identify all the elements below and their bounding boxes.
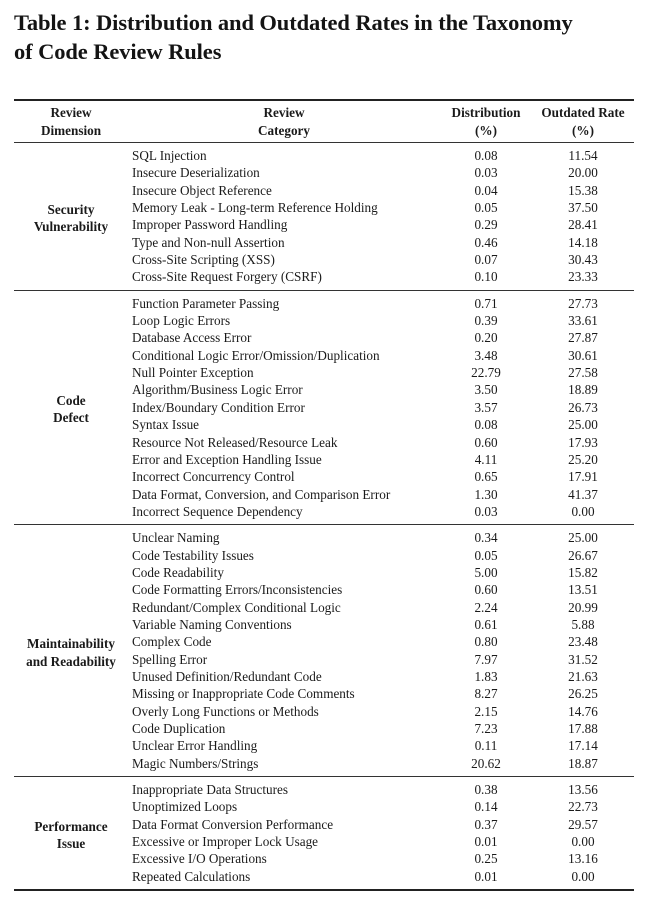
distribution-cell: 0.01 [474, 834, 498, 850]
review-category-cell: Data Format Conversion Performance [132, 816, 334, 832]
distribution-cell: 0.20 [474, 330, 498, 346]
distribution-cell: 2.24 [474, 599, 498, 615]
outdated-rate-cell: 30.43 [568, 252, 598, 268]
outdated-rate-cell: 15.82 [568, 564, 598, 580]
distribution-cell: 0.07 [474, 252, 498, 268]
header-review-category [128, 100, 440, 143]
header-text: (%) [572, 122, 594, 138]
distribution-cell: 0.10 [474, 269, 498, 285]
distribution-cell: 0.03 [474, 165, 498, 181]
outdated-rate-cell: 17.14 [568, 738, 598, 754]
distribution-cell: 0.65 [474, 469, 498, 485]
distribution-cell: 3.48 [474, 347, 498, 363]
review-category-cell: Variable Naming Conventions [132, 616, 292, 632]
outdated-rate-cell: 27.87 [568, 330, 598, 346]
review-dimension-text: Code [56, 392, 86, 408]
distribution-cell: 7.23 [474, 721, 498, 736]
header-text: Category [258, 122, 310, 138]
outdated-rate-cell: 25.20 [568, 451, 598, 467]
outdated-rate-cell: 41.37 [568, 486, 598, 502]
review-category-cell: Insecure Deserialization [132, 165, 260, 181]
review-dimension-text: Security [47, 201, 95, 217]
outdated-rate-cell: 13.16 [568, 851, 598, 867]
review-category-cell: Code Readability [132, 564, 224, 580]
table-row [14, 143, 634, 165]
caption-line-1: Table 1: Distribution and Outdated Rates in the Taxonomy [14, 10, 573, 35]
distribution-cell: 22.79 [471, 365, 501, 381]
header-distribution [440, 100, 532, 143]
review-category-cell: Error and Exception Handling Issue [132, 451, 322, 467]
header-review-dimension [14, 100, 128, 143]
review-category-cell: Unoptimized Loops [132, 799, 238, 815]
outdated-rate-cell: 17.93 [568, 434, 598, 450]
outdated-rate-cell: 23.48 [568, 634, 598, 650]
distribution-cell: 0.60 [474, 434, 498, 450]
distribution-cell: 7.97 [474, 651, 498, 667]
review-category-cell: Insecure Object Reference [132, 182, 272, 198]
review-category-cell: Unclear Error Handling [132, 738, 258, 754]
dimension-group [14, 777, 634, 891]
review-category-cell: Cross-Site Scripting (XSS) [132, 252, 275, 268]
outdated-rate-cell: 18.87 [568, 755, 598, 771]
review-category-cell: Code Formatting Errors/Inconsistencies [132, 582, 343, 598]
table-caption [14, 8, 650, 66]
outdated-rate-cell: 26.25 [568, 686, 598, 702]
distribution-cell: 1.30 [474, 486, 498, 502]
review-category-cell: Complex Code [132, 634, 212, 650]
distribution-cell: 0.08 [474, 148, 498, 163]
distribution-cell: 2.15 [474, 703, 498, 719]
distribution-cell: 0.14 [474, 799, 498, 815]
review-category-cell: Unused Definition/Redundant Code [132, 668, 322, 684]
distribution-cell: 0.71 [474, 295, 498, 311]
header-text: Review [263, 105, 305, 120]
outdated-rate-cell: 15.38 [568, 182, 598, 198]
review-category-cell: Incorrect Sequence Dependency [132, 503, 303, 519]
outdated-rate-cell: 21.63 [568, 668, 598, 684]
review-category-cell: Cross-Site Request Forgery (CSRF) [132, 269, 322, 285]
outdated-rate-cell: 33.61 [568, 313, 598, 329]
review-category-cell: Spelling Error [132, 651, 208, 667]
distribution-cell: 0.39 [474, 313, 498, 329]
review-category-cell: Excessive I/O Operations [132, 851, 267, 867]
review-dimension-text: Defect [53, 410, 89, 426]
table-header [14, 100, 634, 143]
outdated-rate-cell: 26.67 [568, 547, 598, 563]
distribution-cell: 4.11 [474, 451, 498, 467]
outdated-rate-cell: 27.73 [568, 295, 598, 311]
header-text: Dimension [40, 122, 102, 138]
outdated-rate-cell: 0.00 [571, 834, 595, 850]
distribution-cell: 20.62 [471, 755, 501, 771]
outdated-rate-cell: 18.89 [568, 382, 598, 398]
header-text: Review [50, 105, 92, 120]
review-category-cell: Overly Long Functions or Methods [132, 703, 319, 719]
review-category-cell: Improper Password Handling [132, 217, 288, 233]
distribution-cell: 5.00 [474, 564, 498, 580]
review-category-cell: Loop Logic Errors [132, 313, 231, 329]
review-category-cell: Algorithm/Business Logic Error [132, 382, 303, 398]
header-row [14, 100, 634, 143]
distribution-cell: 0.03 [474, 503, 498, 519]
review-category-cell: SQL Injection [132, 148, 207, 163]
distribution-cell: 0.46 [474, 234, 498, 250]
distribution-cell: 3.50 [474, 382, 498, 398]
outdated-rate-cell: 14.18 [568, 234, 598, 250]
table-row [14, 290, 634, 312]
distribution-cell: 0.60 [474, 582, 498, 598]
review-category-cell: Inappropriate Data Structures [132, 782, 288, 798]
review-category-cell: Conditional Logic Error/Omission/Duplication [132, 347, 380, 363]
distribution-cell: 0.61 [474, 616, 498, 632]
header-outdated-rate [532, 100, 634, 143]
review-category-cell: Redundant/Complex Conditional Logic [132, 599, 341, 615]
distribution-cell: 3.57 [474, 399, 498, 415]
dimension-group [14, 290, 634, 524]
dimension-group [14, 525, 634, 777]
outdated-rate-cell: 31.52 [568, 651, 598, 667]
review-dimension-text: Performance [34, 818, 108, 834]
outdated-rate-cell: 22.73 [568, 799, 598, 815]
distribution-cell: 0.34 [474, 530, 498, 546]
review-dimension-text: and Readability [26, 653, 116, 669]
outdated-rate-cell: 25.00 [568, 530, 598, 546]
outdated-rate-cell: 20.99 [568, 599, 598, 615]
review-category-cell: Resource Not Released/Resource Leak [132, 434, 338, 450]
review-category-cell: Unclear Naming [132, 530, 220, 546]
distribution-cell: 0.01 [474, 868, 498, 884]
distribution-cell: 0.80 [474, 634, 498, 650]
review-category-cell: Incorrect Concurrency Control [132, 469, 295, 485]
review-category-cell: Excessive or Improper Lock Usage [132, 834, 319, 850]
outdated-rate-cell: 14.76 [568, 703, 598, 719]
review-dimension-text: Vulnerability [33, 219, 109, 235]
table-row [14, 525, 634, 547]
outdated-rate-cell: 0.00 [571, 503, 595, 519]
distribution-cell: 0.11 [474, 738, 498, 754]
review-category-cell: Code Duplication [132, 721, 226, 736]
review-category-cell: Magic Numbers/Strings [132, 755, 259, 771]
review-dimension-cell [14, 777, 128, 891]
review-category-cell: Repeated Calculations [132, 868, 251, 884]
distribution-cell: 0.25 [474, 851, 498, 867]
review-category-cell: Data Format, Conversion, and Comparison Error [132, 486, 391, 502]
outdated-rate-cell: 0.00 [571, 868, 595, 884]
outdated-rate-cell: 5.88 [571, 616, 595, 632]
distribution-cell: 0.05 [474, 200, 498, 216]
header-text: (%) [475, 122, 497, 138]
distribution-cell: 0.29 [474, 217, 498, 233]
outdated-rate-cell: 20.00 [568, 165, 598, 181]
review-dimension-text: Maintainability [27, 636, 115, 652]
distribution-cell: 0.37 [474, 816, 498, 832]
outdated-rate-cell: 11.54 [568, 148, 598, 163]
review-category-cell: Index/Boundary Condition Error [132, 399, 305, 415]
outdated-rate-cell: 27.58 [568, 365, 598, 381]
review-category-cell: Null Pointer Exception [132, 365, 254, 381]
distribution-cell: 0.04 [474, 182, 498, 198]
taxonomy-table [14, 99, 634, 891]
distribution-cell: 0.05 [474, 547, 498, 563]
outdated-rate-cell: 23.33 [568, 269, 598, 285]
review-category-cell: Database Access Error [132, 330, 252, 346]
dimension-group [14, 143, 634, 291]
outdated-rate-cell: 17.88 [568, 721, 598, 736]
outdated-rate-cell: 37.50 [568, 200, 598, 216]
caption-line-2: of Code Review Rules [14, 39, 222, 64]
review-dimension-cell [14, 143, 128, 291]
review-category-cell: Memory Leak - Long-term Reference Holding [132, 200, 378, 216]
review-dimension-text: Issue [56, 836, 86, 852]
outdated-rate-cell: 13.51 [568, 582, 598, 598]
review-category-cell: Syntax Issue [132, 417, 200, 433]
outdated-rate-cell: 28.41 [568, 217, 598, 233]
review-category-cell: Type and Non-null Assertion [132, 234, 285, 250]
distribution-cell: 8.27 [474, 686, 498, 702]
review-dimension-cell [14, 290, 128, 524]
outdated-rate-cell: 26.73 [568, 399, 598, 415]
outdated-rate-cell: 29.57 [568, 816, 598, 832]
outdated-rate-cell: 30.61 [568, 347, 598, 363]
outdated-rate-cell: 17.91 [568, 469, 598, 485]
review-category-cell: Missing or Inappropriate Code Comments [132, 686, 355, 702]
review-category-cell: Code Testability Issues [132, 547, 254, 563]
review-category-cell: Function Parameter Passing [132, 295, 280, 311]
outdated-rate-cell: 13.56 [568, 782, 598, 798]
distribution-cell: 0.08 [474, 417, 498, 433]
review-dimension-cell [14, 525, 128, 777]
header-text: Distribution [451, 105, 521, 120]
outdated-rate-cell: 25.00 [568, 417, 598, 433]
table-row [14, 777, 634, 799]
distribution-cell: 0.38 [474, 782, 498, 798]
distribution-cell: 1.83 [474, 668, 498, 684]
header-text: Outdated Rate [541, 105, 625, 120]
